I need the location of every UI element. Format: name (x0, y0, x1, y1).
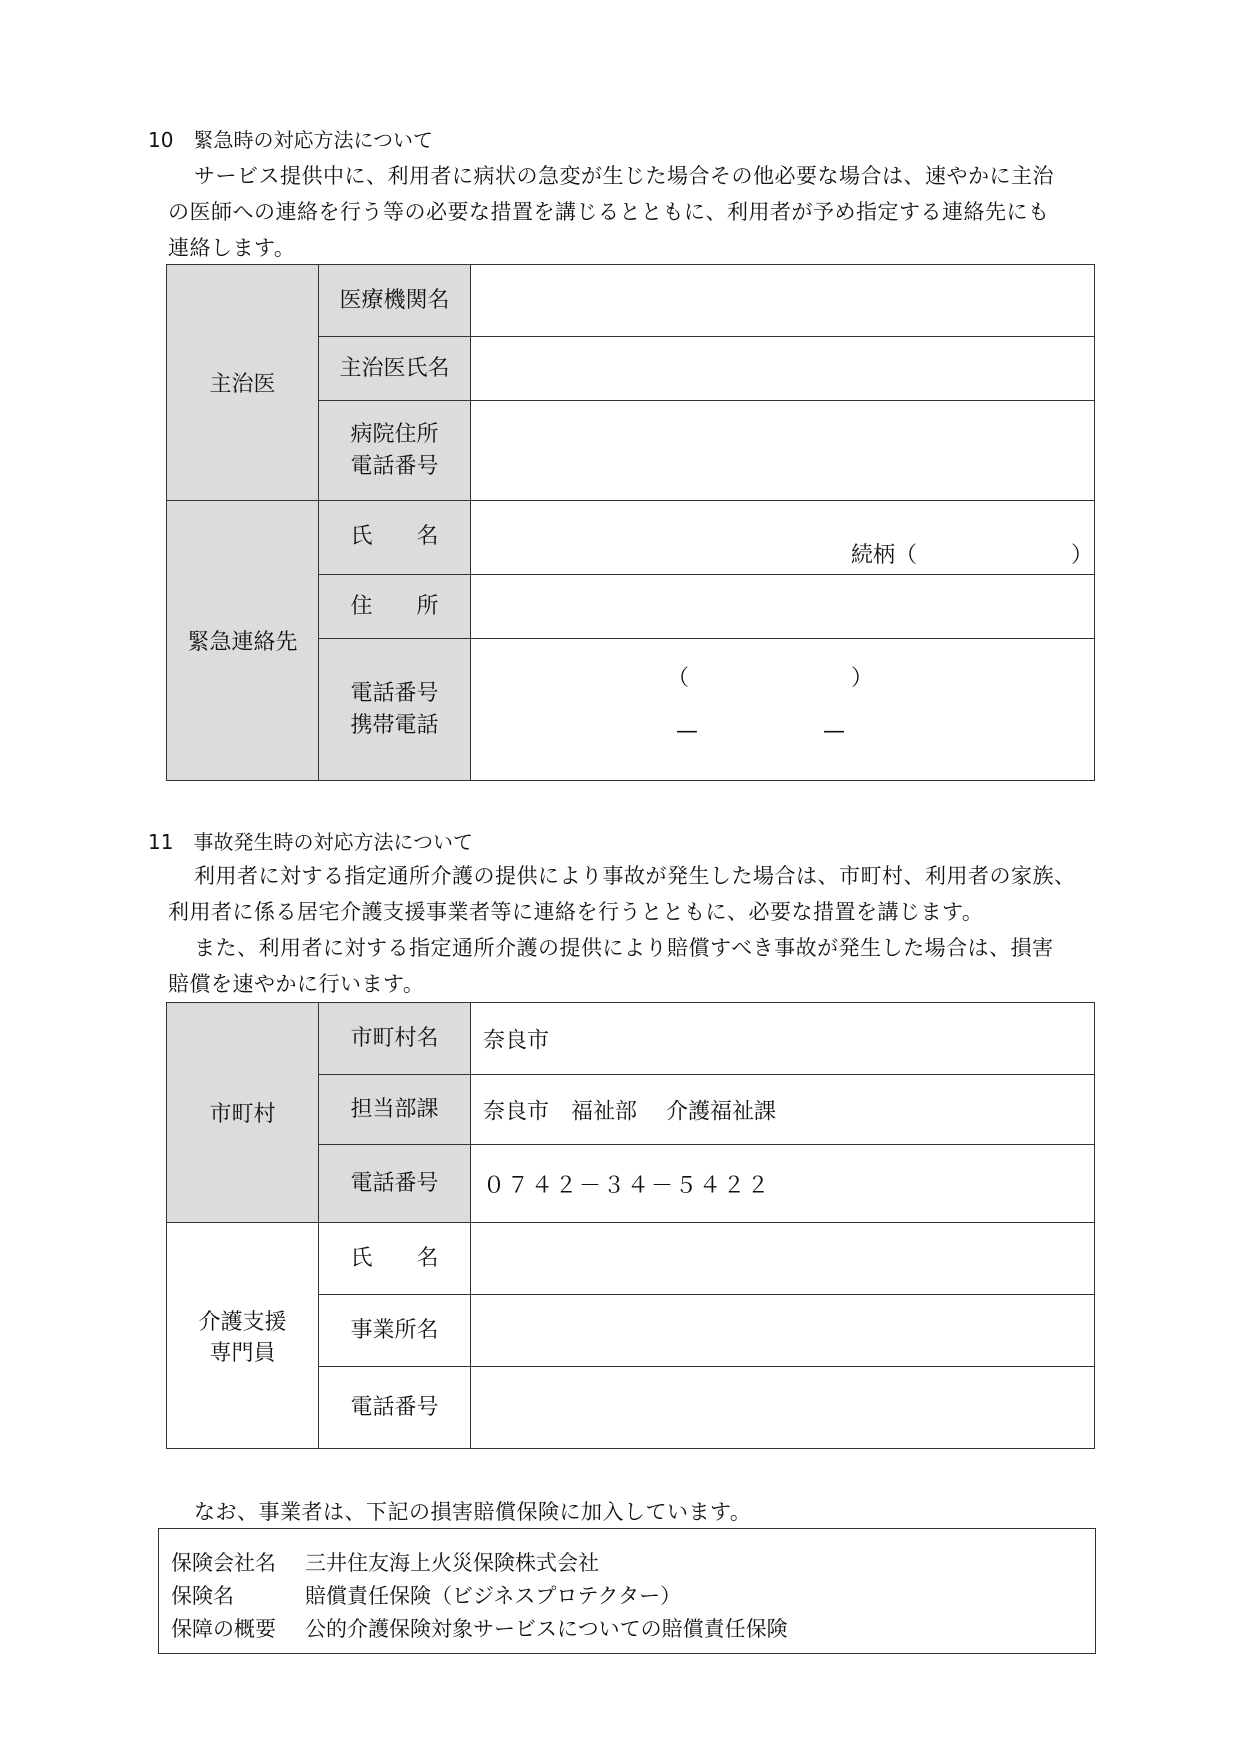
care-manager-category: 介護支援 専門員 (167, 1223, 319, 1449)
section-10-para-line-2: の医師への連絡を行う等の必要な措置を講じるとともに、利用者が予め指定する連絡先にも (168, 200, 1050, 224)
insurance-company-row (171, 1547, 599, 1577)
insurance-summary-row (171, 1613, 788, 1643)
care-manager-phone-value[interactable] (471, 1367, 1095, 1449)
section-10-para-line-1: サービス提供中に、利用者に病状の急変が生じた場合その他必要な場合は、速やかに主治 (194, 164, 1054, 188)
medical-institution-value[interactable] (471, 265, 1095, 337)
contact-phone-mobile-label: 電話番号 携帯電話 (319, 639, 471, 781)
doctor-name-value[interactable] (471, 337, 1095, 401)
care-manager-phone-label: 電話番号 (319, 1367, 471, 1449)
municipality-name-label: 市町村名 (319, 1003, 471, 1075)
municipality-category: 市町村 (167, 1003, 319, 1223)
municipality-name-value: 奈良市 (471, 1003, 1095, 1075)
contact-address-value[interactable] (471, 575, 1095, 639)
office-name-value[interactable] (471, 1295, 1095, 1367)
insurance-box (158, 1528, 1096, 1654)
emergency-table (166, 264, 1095, 781)
hospital-address-phone-value[interactable] (471, 401, 1095, 501)
mobile-dash-2: — (823, 719, 845, 744)
insurance-summary-value: 公的介護保険対象サービスについての賠償責任保険 (305, 1617, 788, 1641)
section-10-heading: 10 緊急時の対応方法について (148, 128, 434, 152)
department-label: 担当部課 (319, 1075, 471, 1145)
section-11-para-line-3: また、利用者に対する指定通所介護の提供により賠償すべき事故が発生した場合は、損害 (194, 936, 1054, 960)
section-11-heading: 11 事故発生時の対応方法について (148, 830, 474, 854)
care-manager-name-value[interactable] (471, 1223, 1095, 1295)
contact-name-value[interactable] (471, 501, 1095, 575)
department-value: 奈良市 福祉部 介護福祉課 (471, 1075, 1095, 1145)
relation-text: 続柄（ ） (851, 543, 1094, 568)
insurance-name-value: 賠償責任保険（ビジネスプロテクター） (305, 1584, 682, 1608)
section-11-para-line-2: 利用者に係る居宅介護支援事業者等に連絡を行うとともに、必要な措置を講じます。 (168, 900, 984, 924)
insurance-summary-label: 保障の概要 (171, 1617, 276, 1641)
doctor-category: 主治医 (167, 265, 319, 501)
insurance-name-label: 保険名 (171, 1584, 234, 1608)
contact-phone-mobile-value[interactable] (471, 639, 1095, 781)
care-manager-name-label: 氏 名 (319, 1223, 471, 1295)
phone-paren-close: ） (851, 666, 874, 691)
municipality-phone-value: ０７４２－３４－５４２２ (471, 1145, 1095, 1223)
accident-table (166, 1002, 1095, 1449)
contact-address-label: 住 所 (319, 575, 471, 639)
insurance-company-value: 三井住友海上火災保険株式会社 (305, 1551, 599, 1575)
insurance-company-label: 保険会社名 (171, 1551, 276, 1575)
section-11-para-line-4: 賠償を速やかに行います。 (168, 972, 425, 996)
mobile-dash-1: — (676, 719, 698, 744)
insurance-intro: なお、事業者は、下記の損害賠償保険に加入しています。 (194, 1500, 752, 1524)
municipality-phone-label: 電話番号 (319, 1145, 471, 1223)
hospital-address-phone-label: 病院住所 電話番号 (319, 401, 471, 501)
section-11-para-line-1: 利用者に対する指定通所介護の提供により事故が発生した場合は、市町村、利用者の家族、 (194, 864, 1076, 888)
medical-institution-label: 医療機関名 (319, 265, 471, 337)
section-10-para-line-3: 連絡します。 (168, 236, 296, 260)
emergency-contact-category: 緊急連絡先 (167, 501, 319, 781)
doctor-name-label: 主治医氏名 (319, 337, 471, 401)
insurance-name-row (171, 1580, 681, 1610)
contact-name-label: 氏 名 (319, 501, 471, 575)
office-name-label: 事業所名 (319, 1295, 471, 1367)
phone-paren-open: （ (667, 666, 690, 691)
